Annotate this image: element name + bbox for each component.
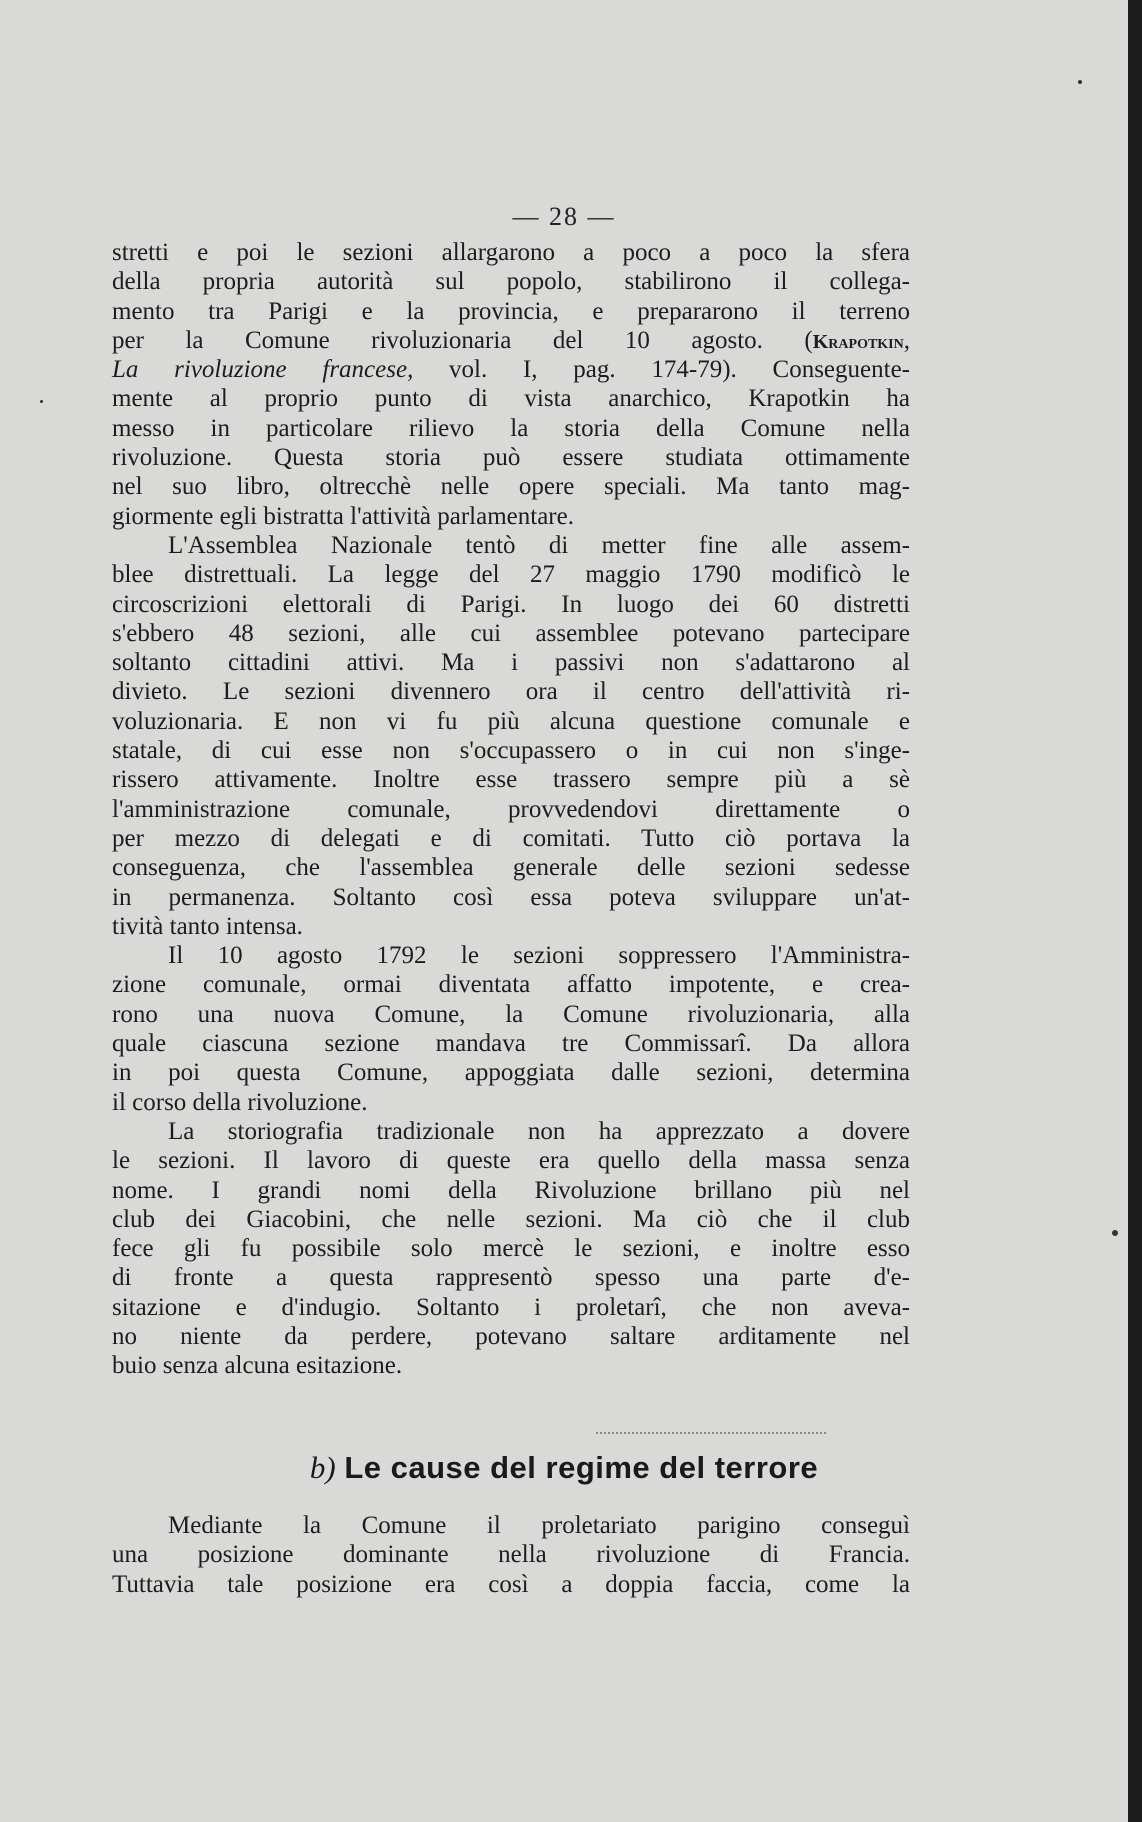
text-line: mente al proprio punto di vista anarchico, Krapotkin ha xyxy=(112,385,910,413)
text-line: della propria autorità sul popolo, stabilirono il collega- xyxy=(112,268,910,296)
text-line: Il 10 agosto 1792 le sezioni soppressero l'Amministra- xyxy=(168,942,910,970)
text-line: l'amministrazione comunale, provvedendovi direttamente o xyxy=(112,795,910,823)
text-line: circoscrizioni elettorali di Parigi. In luogo dei 60 distretti xyxy=(112,590,910,618)
body-text-upper xyxy=(112,238,910,1381)
text-line: quale ciascuna sezione mandava tre Commissarî. Da allora xyxy=(112,1030,910,1058)
text-line: giormente egli bistratta l'attività parlamentare. xyxy=(112,502,574,530)
section-divider xyxy=(596,1432,826,1434)
text-line: il corso della rivoluzione. xyxy=(112,1088,368,1116)
text-line: blee distrettuali. La legge del 27 maggio 1790 modificò le xyxy=(112,561,910,589)
text-line: nome. I grandi nomi della Rivoluzione brillano più nel xyxy=(112,1176,910,1204)
text-line: tività tanto intensa. xyxy=(112,912,303,940)
text-line: messo in particolare rilievo la storia della Comune nella xyxy=(112,414,910,442)
text-line: zione comunale, ormai diventata affatto impotente, e crea- xyxy=(112,971,910,999)
text-line: statale, di cui esse non s'occupassero o in cui non s'inge- xyxy=(112,737,910,765)
text-line: una posizione dominante nella rivoluzione di Francia. xyxy=(112,1541,910,1569)
body-text-lower xyxy=(112,1511,910,1599)
text-line: Mediante la Comune il proletariato parigino conseguì xyxy=(168,1512,910,1539)
text-line: Tuttavia tale posizione era così a doppia faccia, come la xyxy=(112,1570,910,1598)
text-line: buio senza alcuna esitazione. xyxy=(112,1352,403,1380)
ink-speck xyxy=(1078,80,1082,84)
text-line: conseguenza, che l'assemblea generale delle sezioni sedesse xyxy=(112,854,910,882)
author-name: Krapotkin xyxy=(812,330,904,353)
text-line: in poi questa Comune, appoggiata dalle sezioni, determina xyxy=(112,1059,910,1087)
text-fragment: , xyxy=(903,326,910,354)
text-line: divieto. Le sezioni divennero ora il centro dell'attività ri- xyxy=(112,678,910,706)
text-line: nel suo libro, oltrecchè nelle opere speciali. Ma tanto mag- xyxy=(112,473,910,501)
text-line: stretti e poi le sezioni allargarono a poco a poco la sfera xyxy=(112,239,910,266)
text-line: rivoluzione. Questa storia può essere studiata ottimamente xyxy=(112,444,910,472)
text-line: sitazione e d'indugio. Soltanto i proletarî, che non aveva- xyxy=(112,1293,910,1321)
text-line-with-title xyxy=(112,355,910,384)
section-heading xyxy=(0,1450,1128,1486)
page-edge-shadow xyxy=(1128,0,1142,1822)
section-label: b) xyxy=(309,1450,336,1485)
text-line: mento tra Parigi e la provincia, e prepararono il terreno xyxy=(112,297,910,325)
text-fragment: per la Comune rivoluzionaria del 10 agosto. ( xyxy=(112,326,813,354)
text-line: fece gli fu possibile solo mercè le sezioni, e inoltre esso xyxy=(112,1235,910,1263)
text-line: le sezioni. Il lavoro di queste era quello della massa senza xyxy=(112,1147,910,1175)
text-line: in permanenza. Soltanto così essa poteva sviluppare un'at- xyxy=(112,883,910,911)
text-line: di fronte a questa rappresentò spesso una parte d'e- xyxy=(112,1264,910,1292)
text-line: La storiografia tradizionale non ha apprezzato a dovere xyxy=(168,1117,910,1145)
book-title: La rivoluzione francese xyxy=(112,356,408,384)
ink-speck xyxy=(40,400,43,403)
text-line-with-citation xyxy=(112,326,910,355)
text-line: per mezzo di delegati e di comitati. Tutto ciò portava la xyxy=(112,824,910,852)
text-line: soltanto cittadini attivi. Ma i passivi non s'adattarono al xyxy=(112,649,910,677)
text-line: club dei Giacobini, che nelle sezioni. Ma ciò che il club xyxy=(112,1205,910,1233)
text-line: rono una nuova Comune, la Comune rivoluzionaria, alla xyxy=(112,1000,910,1028)
page-number: — 28 — xyxy=(512,202,616,231)
text-line: L'Assemblea Nazionale tentò di metter fine alle assem- xyxy=(168,531,910,559)
section-title: Le cause del regime del terrore xyxy=(344,1450,819,1485)
text-line: s'ebbero 48 sezioni, alle cui assemblee potevano partecipare xyxy=(112,619,910,647)
ink-speck xyxy=(1112,1230,1118,1236)
text-fragment: , vol. I, pag. 174-79). Conseguente- xyxy=(407,356,910,384)
text-line: rissero attivamente. Inoltre esse trassero sempre più a sè xyxy=(112,766,910,794)
text-line: no niente da perdere, potevano saltare arditamente nel xyxy=(112,1322,910,1350)
text-line: voluzionaria. E non vi fu più alcuna questione comunale e xyxy=(112,707,910,735)
